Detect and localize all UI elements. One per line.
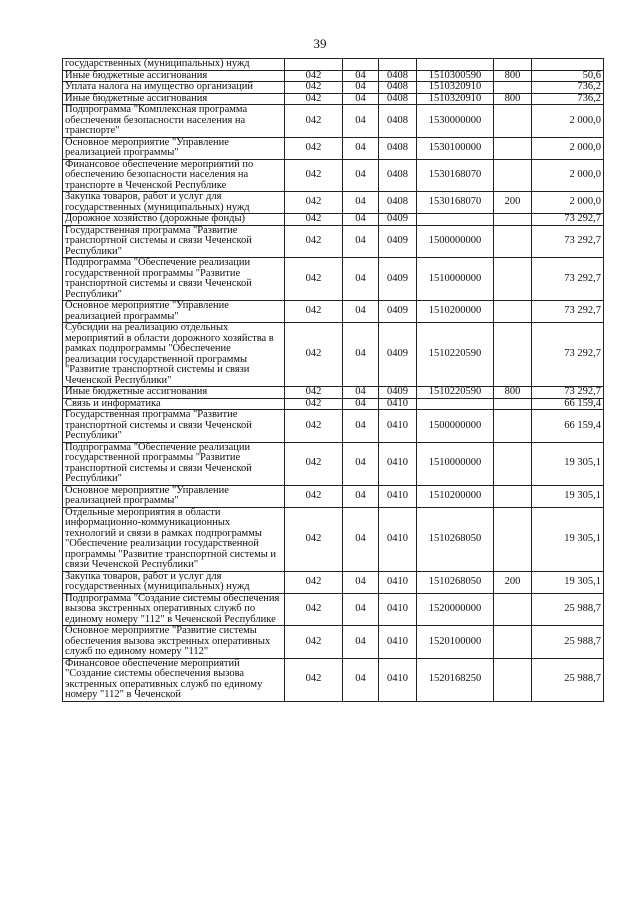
section-code-cell: 04 — [343, 214, 379, 226]
subsection-code-cell: 0409 — [379, 214, 417, 226]
subsection-code-cell: 0409 — [379, 258, 417, 301]
table-row — [63, 387, 604, 399]
expense-type-code-cell — [494, 398, 532, 410]
subsection-code-cell: 0410 — [379, 410, 417, 443]
subsection-code-cell: 0410 — [379, 442, 417, 485]
section-code-cell: 04 — [343, 105, 379, 138]
row-name-cell: Основное мероприятие "Управление реализацией программы" — [63, 485, 285, 507]
target-article-code-cell — [417, 398, 494, 410]
row-name-cell: Основное мероприятие "Развитие системы обеспечения вызова экстренных оперативных служб по единому номеру "112" — [63, 626, 285, 659]
section-code-cell: 04 — [343, 82, 379, 94]
table-row — [63, 398, 604, 410]
amount-cell: 73 292,7 — [532, 323, 604, 387]
target-article-code-cell: 1510220590 — [417, 323, 494, 387]
target-article-code-cell: 1530100000 — [417, 137, 494, 159]
table-row — [63, 82, 604, 94]
subsection-code-cell: 0408 — [379, 137, 417, 159]
amount-cell: 73 292,7 — [532, 301, 604, 323]
expense-type-code-cell — [494, 593, 532, 626]
section-code-cell: 04 — [343, 507, 379, 571]
row-name-cell: Иные бюджетные ассигнования — [63, 387, 285, 399]
row-name-cell: Закупка товаров, работ и услуг для государственных (муниципальных) нужд — [63, 571, 285, 593]
subsection-code-cell: 0410 — [379, 485, 417, 507]
expense-type-code-cell — [494, 105, 532, 138]
expense-type-code-cell — [494, 626, 532, 659]
target-article-code-cell: 1510000000 — [417, 258, 494, 301]
row-name-cell: Подпрограмма "Создание системы обеспечения вызова экстренных оперативных служб по единому номеру "112" в Чеченской Республике — [63, 593, 285, 626]
amount-cell: 73 292,7 — [532, 387, 604, 399]
amount-cell: 66 159,4 — [532, 410, 604, 443]
subsection-code-cell: 0409 — [379, 323, 417, 387]
subsection-code-cell: 0408 — [379, 192, 417, 214]
target-article-code-cell: 1510268050 — [417, 571, 494, 593]
subsection-code-cell: 0410 — [379, 571, 417, 593]
target-article-code-cell: 1510200000 — [417, 485, 494, 507]
table-row — [63, 225, 604, 258]
row-name-cell: Иные бюджетные ассигнования — [63, 93, 285, 105]
section-code-cell: 04 — [343, 658, 379, 701]
target-article-code-cell: 1510300590 — [417, 70, 494, 82]
table-row — [63, 658, 604, 701]
table-row — [63, 59, 604, 71]
subsection-code-cell: 0410 — [379, 658, 417, 701]
expense-type-code-cell — [494, 410, 532, 443]
ministry-code-cell: 042 — [285, 323, 343, 387]
row-name-cell: Закупка товаров, работ и услуг для государственных (муниципальных) нужд — [63, 192, 285, 214]
amount-cell: 736,2 — [532, 82, 604, 94]
subsection-code-cell: 0408 — [379, 82, 417, 94]
target-article-code-cell: 1510268050 — [417, 507, 494, 571]
ministry-code-cell: 042 — [285, 387, 343, 399]
ministry-code-cell: 042 — [285, 258, 343, 301]
expense-type-code-cell — [494, 507, 532, 571]
subsection-code-cell: 0410 — [379, 398, 417, 410]
subsection-code-cell: 0410 — [379, 507, 417, 571]
section-code-cell: 04 — [343, 323, 379, 387]
section-code-cell: 04 — [343, 258, 379, 301]
row-name-cell: Связь и информатика — [63, 398, 285, 410]
row-name-cell: Государственная программа "Развитие транспортной системы и связи Чеченской Республики" — [63, 410, 285, 443]
ministry-code-cell: 042 — [285, 626, 343, 659]
ministry-code-cell: 042 — [285, 507, 343, 571]
ministry-code-cell: 042 — [285, 225, 343, 258]
expense-type-code-cell: 800 — [494, 93, 532, 105]
amount-cell: 73 292,7 — [532, 258, 604, 301]
subsection-code-cell: 0408 — [379, 93, 417, 105]
table-row — [63, 442, 604, 485]
row-name-cell: Основное мероприятие "Управление реализацией программы" — [63, 301, 285, 323]
table-row — [63, 214, 604, 226]
ministry-code-cell: 042 — [285, 398, 343, 410]
ministry-code-cell: 042 — [285, 70, 343, 82]
expense-type-code-cell — [494, 301, 532, 323]
table-row — [63, 192, 604, 214]
subsection-code-cell: 0408 — [379, 70, 417, 82]
table-row — [63, 258, 604, 301]
expense-type-code-cell — [494, 214, 532, 226]
row-name-cell: Государственная программа "Развитие транспортной системы и связи Чеченской Республики" — [63, 225, 285, 258]
target-article-code-cell: 1500000000 — [417, 225, 494, 258]
amount-cell: 73 292,7 — [532, 225, 604, 258]
table-row — [63, 626, 604, 659]
row-name-cell: Финансовое обеспечение мероприятий по обеспечению безопасности населения на транспорте в Чеченской Республике — [63, 159, 285, 192]
expense-type-code-cell — [494, 159, 532, 192]
ministry-code-cell: 042 — [285, 410, 343, 443]
target-article-code-cell: 1520100000 — [417, 626, 494, 659]
section-code-cell: 04 — [343, 442, 379, 485]
expense-type-code-cell — [494, 82, 532, 94]
section-code-cell: 04 — [343, 70, 379, 82]
target-article-code-cell: 1510000000 — [417, 442, 494, 485]
amount-cell: 2 000,0 — [532, 105, 604, 138]
table-row — [63, 159, 604, 192]
amount-cell: 50,6 — [532, 70, 604, 82]
table-row — [63, 571, 604, 593]
ministry-code-cell: 042 — [285, 105, 343, 138]
expense-type-code-cell — [494, 258, 532, 301]
target-article-code-cell — [417, 214, 494, 226]
target-article-code-cell: 1500000000 — [417, 410, 494, 443]
subsection-code-cell: 0410 — [379, 626, 417, 659]
ministry-code-cell — [285, 59, 343, 71]
target-article-code-cell: 1530168070 — [417, 159, 494, 192]
target-article-code-cell: 1530000000 — [417, 105, 494, 138]
subsection-code-cell — [379, 59, 417, 71]
section-code-cell: 04 — [343, 225, 379, 258]
expense-type-code-cell — [494, 442, 532, 485]
row-name-cell: Уплата налога на имущество организаций — [63, 82, 285, 94]
amount-cell: 66 159,4 — [532, 398, 604, 410]
row-name-cell: Подпрограмма "Обеспечение реализации государственной программы "Развитие транспортной системы и связи Чеченской Республики" — [63, 258, 285, 301]
target-article-code-cell: 1510320910 — [417, 93, 494, 105]
expense-type-code-cell: 200 — [494, 571, 532, 593]
ministry-code-cell: 042 — [285, 442, 343, 485]
section-code-cell: 04 — [343, 93, 379, 105]
ministry-code-cell: 042 — [285, 192, 343, 214]
target-article-code-cell — [417, 59, 494, 71]
subsection-code-cell: 0409 — [379, 387, 417, 399]
row-name-cell: Подпрограмма "Обеспечение реализации государственной программы "Развитие транспортной системы и связи Чеченской Республики" — [63, 442, 285, 485]
row-name-cell: Финансовое обеспечение мероприятий "Создание системы обеспечения вызова экстренных оперативных служб по единому номеру "112" в Чеченской — [63, 658, 285, 701]
ministry-code-cell: 042 — [285, 214, 343, 226]
expense-type-code-cell — [494, 137, 532, 159]
table-row — [63, 323, 604, 387]
amount-cell: 19 305,1 — [532, 442, 604, 485]
expense-type-code-cell — [494, 658, 532, 701]
table-row — [63, 70, 604, 82]
amount-cell: 73 292,7 — [532, 214, 604, 226]
row-name-cell: государственных (муниципальных) нужд — [63, 59, 285, 71]
row-name-cell: Субсидии на реализацию отдельных мероприятий в области дорожного хозяйства в рамках подпрограммы "Обеспечение реализации государственной программы "Развитие транспортной системы и связи Чеченской Республики" — [63, 323, 285, 387]
amount-cell: 736,2 — [532, 93, 604, 105]
table-row — [63, 507, 604, 571]
section-code-cell: 04 — [343, 410, 379, 443]
target-article-code-cell: 1510220590 — [417, 387, 494, 399]
table-row — [63, 301, 604, 323]
section-code-cell: 04 — [343, 398, 379, 410]
page-number: 39 — [313, 36, 327, 51]
expense-type-code-cell: 800 — [494, 70, 532, 82]
row-name-cell: Основное мероприятие "Управление реализацией программы" — [63, 137, 285, 159]
row-name-cell: Дорожное хозяйство (дорожные фонды) — [63, 214, 285, 226]
amount-cell: 19 305,1 — [532, 571, 604, 593]
table-row — [63, 410, 604, 443]
table-row — [63, 593, 604, 626]
section-code-cell: 04 — [343, 387, 379, 399]
ministry-code-cell: 042 — [285, 159, 343, 192]
row-name-cell: Иные бюджетные ассигнования — [63, 70, 285, 82]
subsection-code-cell: 0409 — [379, 225, 417, 258]
amount-cell: 19 305,1 — [532, 507, 604, 571]
budget-table — [62, 58, 604, 702]
target-article-code-cell: 1520000000 — [417, 593, 494, 626]
amount-cell: 25 988,7 — [532, 626, 604, 659]
target-article-code-cell: 1530168070 — [417, 192, 494, 214]
target-article-code-cell: 1510320910 — [417, 82, 494, 94]
section-code-cell: 04 — [343, 159, 379, 192]
target-article-code-cell: 1520168250 — [417, 658, 494, 701]
ministry-code-cell: 042 — [285, 137, 343, 159]
row-name-cell: Подпрограмма "Комплексная программа обеспечения безопасности населения на транспорте" — [63, 105, 285, 138]
ministry-code-cell: 042 — [285, 571, 343, 593]
amount-cell: 19 305,1 — [532, 485, 604, 507]
amount-cell: 2 000,0 — [532, 159, 604, 192]
expense-type-code-cell — [494, 225, 532, 258]
subsection-code-cell: 0408 — [379, 159, 417, 192]
expense-type-code-cell: 800 — [494, 387, 532, 399]
expense-type-code-cell: 200 — [494, 192, 532, 214]
subsection-code-cell: 0408 — [379, 105, 417, 138]
table-row — [63, 485, 604, 507]
row-name-cell: Отдельные мероприятия в области информационно-коммуникационных технологий и связи в рамках подпрограммы "Обеспечение реализации государственной программы "Развитие транспортной системы и связи Чеченской Республики" — [63, 507, 285, 571]
ministry-code-cell: 042 — [285, 593, 343, 626]
ministry-code-cell: 042 — [285, 658, 343, 701]
table-row — [63, 93, 604, 105]
target-article-code-cell: 1510200000 — [417, 301, 494, 323]
section-code-cell: 04 — [343, 301, 379, 323]
subsection-code-cell: 0410 — [379, 593, 417, 626]
expense-type-code-cell — [494, 485, 532, 507]
section-code-cell: 04 — [343, 485, 379, 507]
table-row — [63, 137, 604, 159]
section-code-cell: 04 — [343, 137, 379, 159]
table-row — [63, 105, 604, 138]
amount-cell: 2 000,0 — [532, 192, 604, 214]
amount-cell: 25 988,7 — [532, 593, 604, 626]
amount-cell: 25 988,7 — [532, 658, 604, 701]
section-code-cell — [343, 59, 379, 71]
amount-cell — [532, 59, 604, 71]
subsection-code-cell: 0409 — [379, 301, 417, 323]
ministry-code-cell: 042 — [285, 485, 343, 507]
ministry-code-cell: 042 — [285, 301, 343, 323]
amount-cell: 2 000,0 — [532, 137, 604, 159]
ministry-code-cell: 042 — [285, 82, 343, 94]
section-code-cell: 04 — [343, 192, 379, 214]
expense-type-code-cell — [494, 59, 532, 71]
section-code-cell: 04 — [343, 571, 379, 593]
section-code-cell: 04 — [343, 593, 379, 626]
ministry-code-cell: 042 — [285, 93, 343, 105]
expense-type-code-cell — [494, 323, 532, 387]
section-code-cell: 04 — [343, 626, 379, 659]
